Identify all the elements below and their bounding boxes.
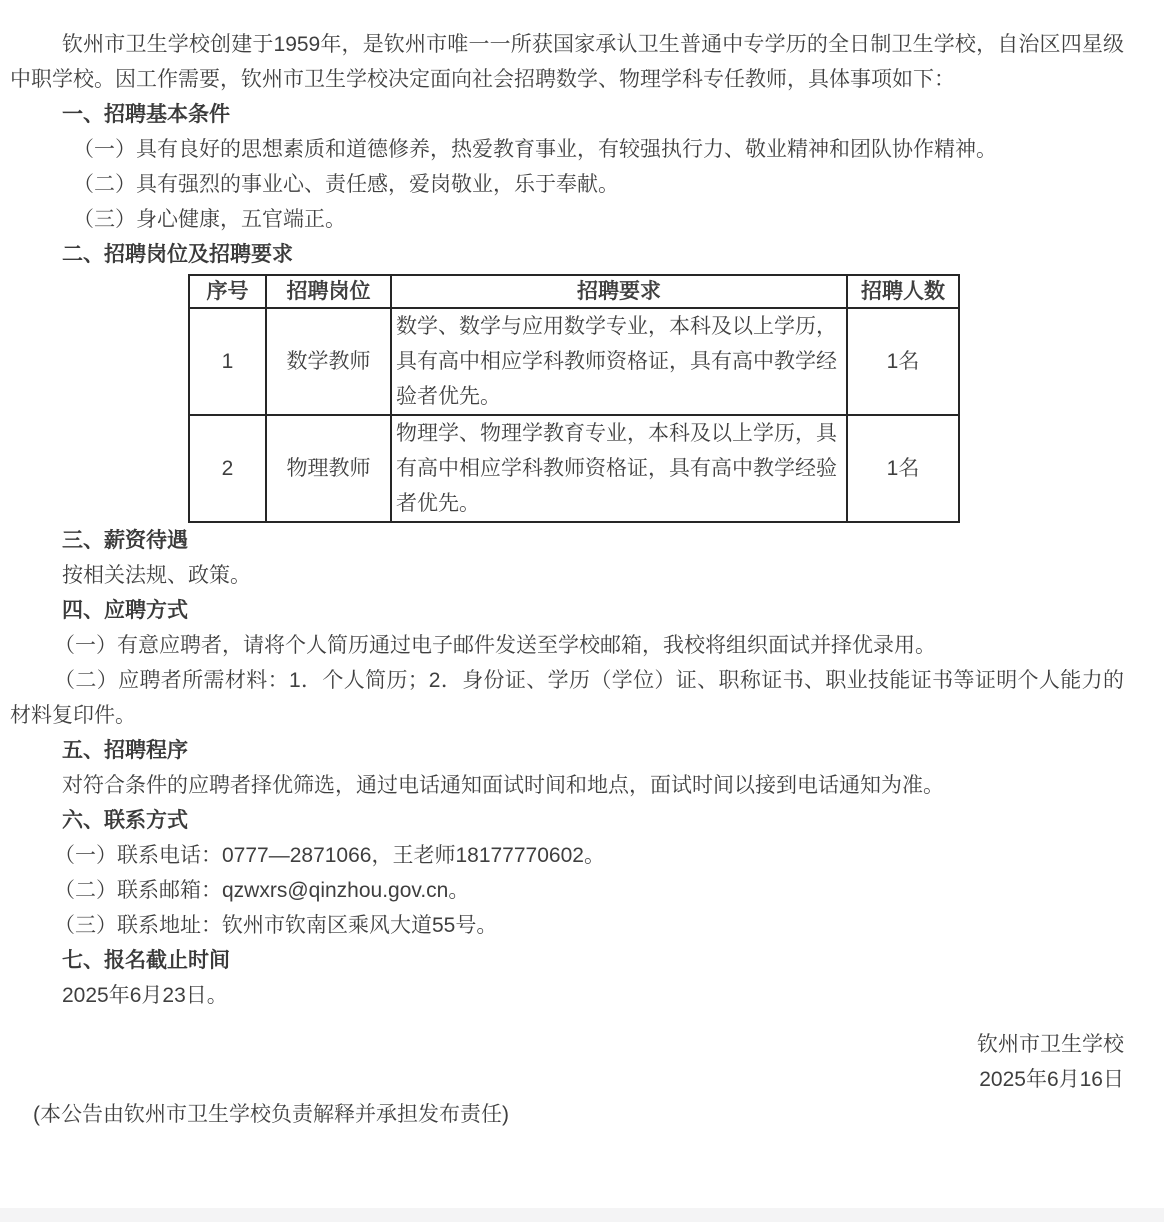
footer-bar [0,1208,1164,1222]
section-7-heading: 七、报名截止时间 [62,949,230,972]
section-6-heading: 六、联系方式 [62,809,188,832]
table-row [189,308,959,415]
section-1-item: （二）具有强烈的事业心、责任感，爱岗敬业，乐于奉献。 [73,173,619,196]
section-3-heading: 三、薪资待遇 [62,529,188,552]
section-5-body: 对符合条件的应聘者择优筛选，通过电话通知面试时间和地点，面试时间以接到电话通知为准。 [62,774,944,797]
table-header-row [189,275,959,308]
header-cell-requirements: 招聘要求 [391,275,847,308]
signature-block [10,1027,1124,1097]
contact-phone: （一）联系电话：0777—2871066，王老师18177770602。 [54,844,605,867]
section-2-heading: 二、招聘岗位及招聘要求 [62,243,293,266]
deadline-date: 2025年6月23日。 [62,984,228,1007]
section-1-item: （三）身心健康，五官端正。 [73,208,346,231]
contact-email: （二）联系邮箱：qzwxrs@qinzhou.gov.cn。 [54,879,470,902]
cell-headcount: 1名 [847,308,959,415]
cell-number: 2 [189,415,266,522]
cell-headcount: 1名 [847,415,959,522]
cell-position: 物理教师 [266,415,391,522]
contact-address: （三）联系地址：钦州市钦南区乘风大道55号。 [54,914,498,937]
table-row [189,415,959,522]
header-cell-position: 招聘岗位 [266,275,391,308]
cell-position: 数学教师 [266,308,391,415]
section-3-body: 按相关法规、政策。 [62,564,251,587]
intro-paragraph: 钦州市卫生学校创建于1959年，是钦州市唯一一所获国家承认卫生普通中专学历的全日制卫生学校，自治区四星级中职学校。因工作需要，钦州市卫生学校决定面向社会招聘数学、物理学科专任教师，具体事项如下： [10,33,1124,91]
footnote: (本公告由钦州市卫生学校负责解释并承担发布责任) [33,1103,509,1126]
signature-org: 钦州市卫生学校 [977,1033,1124,1056]
cell-number: 1 [189,308,266,415]
header-cell-number: 序号 [189,275,266,308]
section-5-heading: 五、招聘程序 [62,739,188,762]
section-4-item: （一）有意应聘者，请将个人简历通过电子邮件发送至学校邮箱，我校将组织面试并择优录用。 [54,634,936,657]
section-4-item: （二）应聘者所需材料：1．个人简历；2．身份证、学历（学位）证、职称证书、职业技能证书等证明个人能力的材料复印件。 [10,669,1124,727]
section-4-heading: 四、应聘方式 [62,599,188,622]
signature-date: 2025年6月16日 [979,1068,1124,1091]
recruitment-table [188,274,960,523]
cell-requirements: 物理学、物理学教育专业，本科及以上学历，具有高中相应学科教师资格证，具有高中教学经验者优先。 [391,415,847,522]
section-1-heading: 一、招聘基本条件 [62,103,230,126]
cell-requirements: 数学、数学与应用数学专业，本科及以上学历，具有高中相应学科教师资格证，具有高中教学经验者优先。 [391,308,847,415]
section-1-item: （一）具有良好的思想素质和道德修养，热爱教育事业，有较强执行力、敬业精神和团队协作精神。 [73,138,997,161]
header-cell-headcount: 招聘人数 [847,275,959,308]
